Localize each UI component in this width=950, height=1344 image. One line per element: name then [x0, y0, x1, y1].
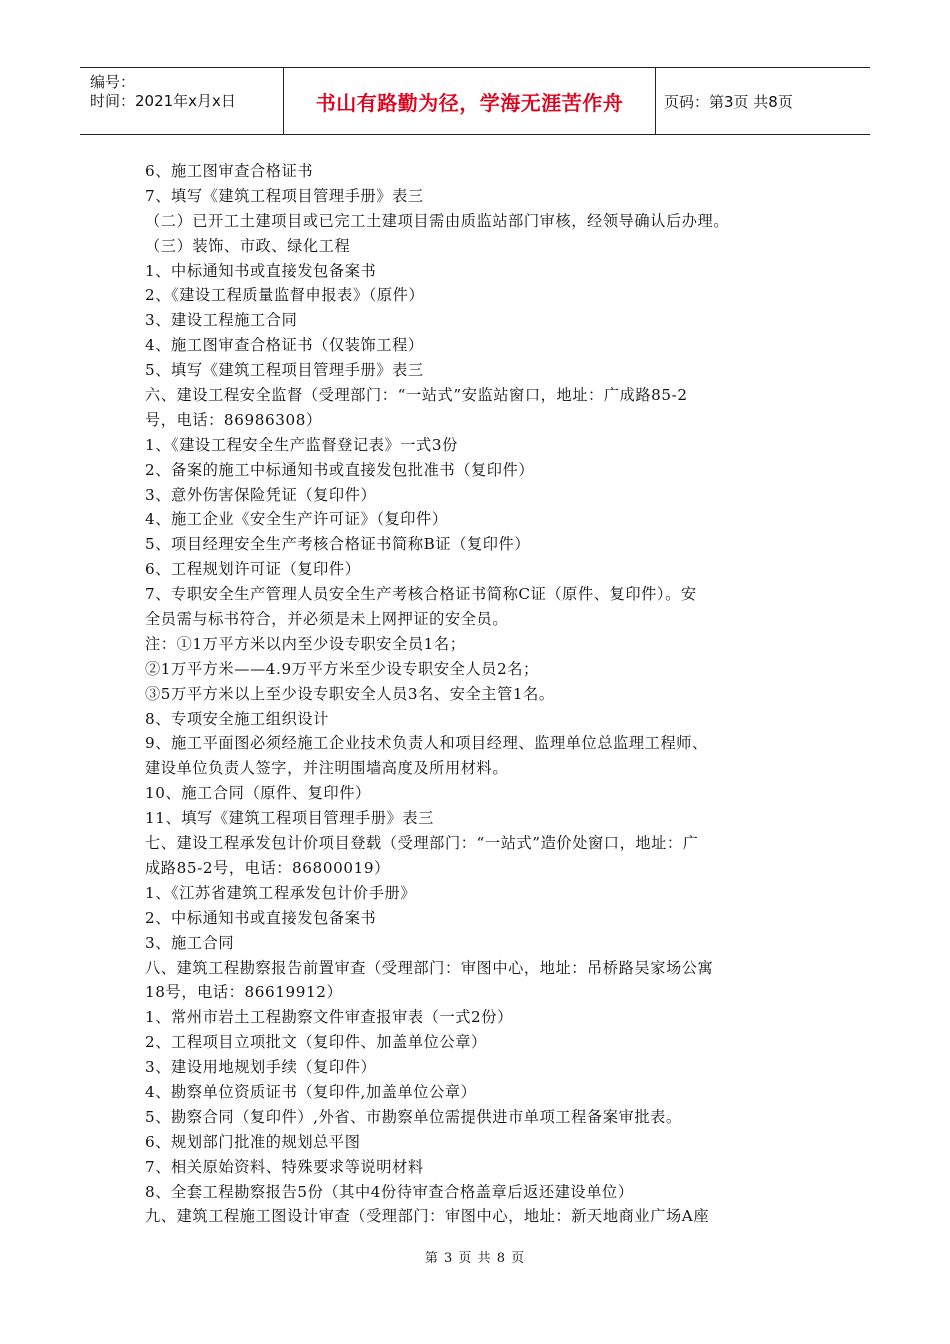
- body-line: 7、相关原始资料、特殊要求等说明材料: [145, 1157, 424, 1176]
- page-header: [80, 67, 870, 135]
- note-line: ③5万平方米以上至少设专职安全人员3名、安全主管1名。: [145, 684, 555, 703]
- body-line: 6、规划部门批准的规划总平图: [145, 1132, 361, 1151]
- body-line: 10、施工合同（原件、复印件）: [145, 784, 371, 803]
- body-line: 4、勘察单位资质证书（复印件,加盖单位公章）: [145, 1082, 477, 1101]
- section-heading: 九、建筑工程施工图设计审查（受理部门：审图中心，地址：新天地商业广场A座: [145, 1207, 710, 1226]
- header-motto: 书山有路勤为径，学海无涯苦作舟: [284, 68, 656, 134]
- header-meta: [80, 68, 284, 134]
- body-line: 11、填写《建筑工程项目管理手册》表三: [145, 809, 434, 828]
- body-line: 18号，电话：86619912）: [145, 983, 343, 1002]
- body-line: 5、项目经理安全生产考核合格证书简称B证（复印件）: [145, 535, 531, 554]
- body-line: 2、《建设工程质量监督申报表》（原件）: [145, 286, 425, 305]
- body-line: 9、施工平面图必须经施工企业技术负责人和项目经理、监理单位总监理工程师、: [145, 734, 708, 753]
- body-line: 6、施工图审查合格证书: [145, 162, 314, 180]
- body-line: 3、施工合同: [145, 933, 235, 952]
- body-line: 6、工程规划许可证（复印件）: [145, 560, 361, 579]
- body-line: 2、中标通知书或直接发包备案书: [145, 908, 377, 927]
- body-line: 2、备案的施工中标通知书或直接发包批准书（复印件）: [145, 460, 535, 479]
- body-line: 8、全套工程勘察报告5份（其中4份待审查合格盖章后返还建设单位）: [145, 1182, 634, 1201]
- section-heading: 七、建设工程承发包计价项目登载（受理部门：“一站式”造价处窗口，地址：广: [145, 834, 699, 853]
- body-line: 7、专职安全生产管理人员安全生产考核合格证书简称C证（原件、复印件）。安: [145, 585, 697, 604]
- body-line: 成路85-2号，电话：86800019）: [145, 858, 390, 877]
- section-heading: 六、建设工程安全监督（受理部门：“一站式”安监站窗口，地址：广成路85-2: [145, 386, 688, 405]
- body-line: 1、中标通知书或直接发包备案书: [145, 261, 377, 280]
- body-line: 8、专项安全施工组织设计: [145, 709, 329, 728]
- body-line: 3、建设用地规划手续（复印件）: [145, 1058, 377, 1077]
- body-line: 号，电话：86986308）: [145, 410, 322, 429]
- body-line: 建设单位负责人签字，并注明围墙高度及所用材料。: [145, 759, 509, 778]
- note-line: 注：①1万平方米以内至少设专职安全员1名；: [145, 634, 466, 653]
- body-line: 全员需与标书符合，并必须是未上网押证的安全员。: [145, 610, 509, 629]
- body-line: 4、施工企业《安全生产许可证》（复印件）: [145, 510, 448, 529]
- note-line: ②1万平方米——4.9万平方米至少设专职安全人员2名；: [145, 659, 539, 678]
- body-line: （三）装饰、市政、绿化工程: [145, 236, 351, 255]
- body-line: 5、填写《建筑工程项目管理手册》表三: [145, 361, 424, 380]
- body-line: 3、建设工程施工合同: [145, 311, 298, 330]
- body-line: 5、勘察合同（复印件）,外省、市勘察单位需提供进市单项工程备案审批表。: [145, 1107, 682, 1126]
- body-line: （二）已开工土建项目或已完工土建项目需由质监站部门审核，经领导确认后办理。: [145, 211, 730, 230]
- section-heading: 八、建筑工程勘察报告前置审查（受理部门：审图中心，地址：吊桥路吴家场公寓: [145, 958, 714, 977]
- body-line: 1、常州市岩土工程勘察文件审查报审表（一式2份）: [145, 1008, 513, 1027]
- header-page-info: 页码：第3页 共8页: [664, 92, 793, 111]
- body-line: 1、《江苏省建筑工程承发包计价手册》: [145, 883, 417, 902]
- body-line: 3、意外伤害保险凭证（复印件）: [145, 485, 377, 504]
- body-line: 2、工程项目立项批文（复印件、加盖单位公章）: [145, 1033, 487, 1052]
- body-line: 4、施工图审查合格证书（仅装饰工程）: [145, 336, 424, 355]
- document-number-label: 编号：: [90, 73, 136, 91]
- page-footer: 第 3 页 共 8 页: [424, 1251, 526, 1266]
- body-line: 7、填写《建筑工程项目管理手册》表三: [145, 186, 424, 205]
- document-time-label: 时间：2021年x月x日: [90, 92, 236, 110]
- body-line: 1、《建设工程安全生产监督登记表》一式3份: [145, 435, 458, 454]
- document-body: [145, 159, 813, 1229]
